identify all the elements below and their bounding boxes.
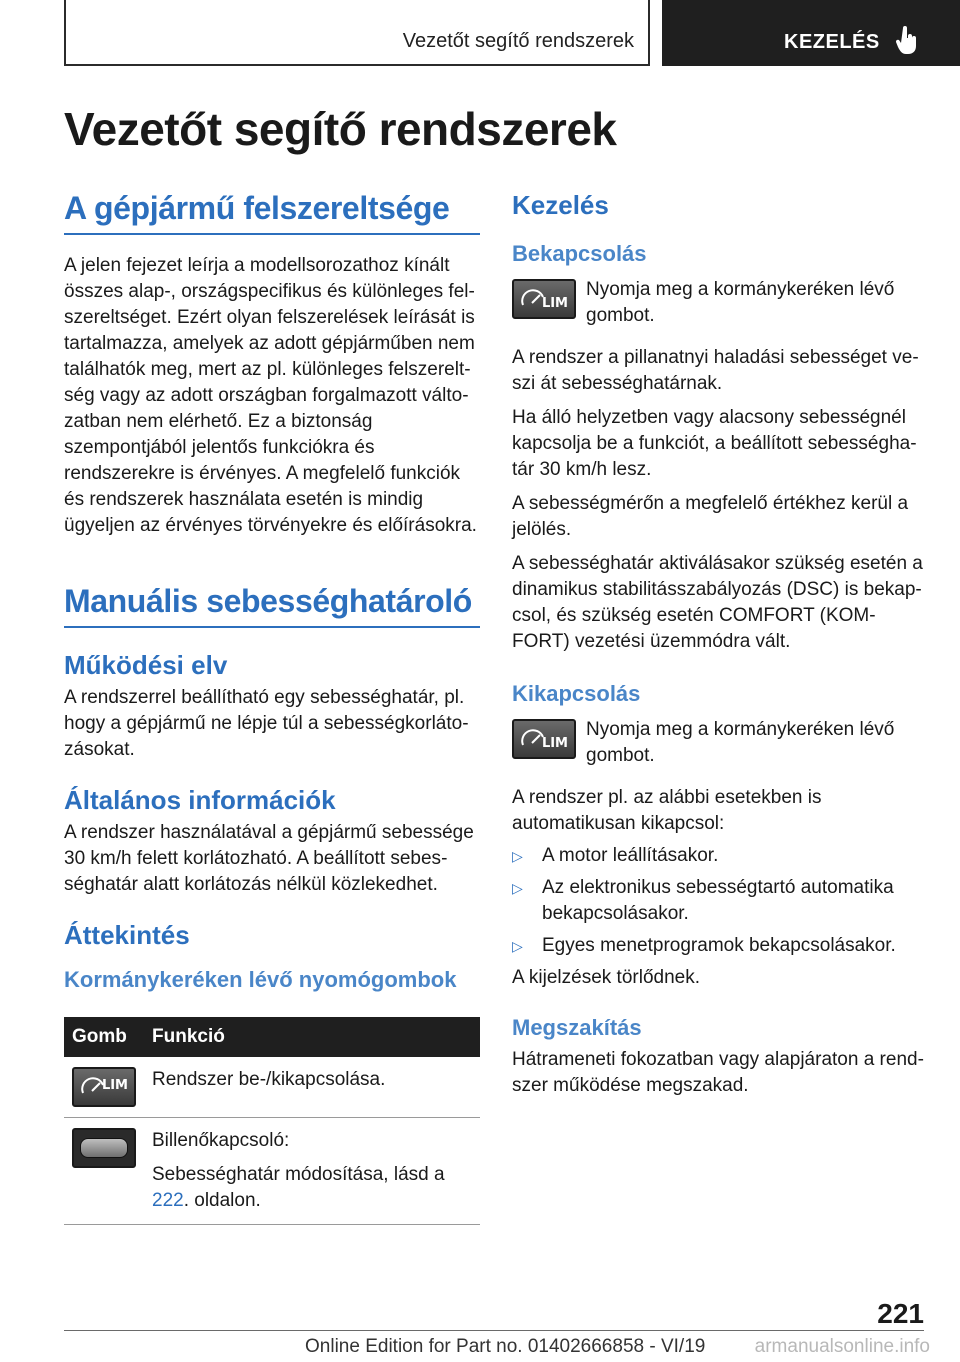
heading-switch-on: Bekapcsolás [512, 241, 647, 266]
right-column [512, 190, 924, 1099]
rocker-switch-icon [72, 1128, 136, 1168]
paragraph-on-3: A sebességmérőn a megfelelő értékhez kerül a jelölés. [512, 493, 909, 540]
speed-limiter-lim-icon: LIM [512, 719, 576, 759]
switch-off-instruction [512, 717, 924, 769]
header-chapter-title: KEZELÉS [784, 31, 880, 53]
heading-principle: Működési elv [64, 650, 228, 680]
speed-limiter-lim-icon: LIM [512, 279, 576, 319]
triangle-bullet-icon: ▷ [512, 938, 523, 954]
paragraph-on-2: Ha álló helyzetben vagy alacsony sebességnél kapcsolja be a funkciót, a beállított sebességhatár 30 km/h lesz. [512, 407, 917, 480]
heading-operation: Kezelés [512, 190, 609, 220]
lim-label: LIM [101, 1078, 128, 1093]
paragraph-press-button-off: Nyomja meg a kormánykeréken lévő gombot. [586, 719, 895, 766]
triangle-bullet-icon: ▷ [512, 848, 523, 864]
footer-edition: Online Edition for Part no. 01402666858 - VI/19 [305, 1336, 706, 1357]
table-cell-function: Rendszer be-/kikapcsolása. [144, 1057, 480, 1118]
column-header-button: Gomb [64, 1017, 144, 1057]
paragraph-on-4: A sebességhatár aktiválásakor szükség esetén a dinamikus stabilitásszabályozás (DSC) is bekapcsol, és szükség esetén COMFORT (KOMFORT) vezetési üzemmódra vált. [512, 553, 923, 652]
paragraph-off-2: A kijelzések törlődnek. [512, 967, 700, 988]
table-cell-rocker-desc: Sebességhatár módosítása, lásd a 222. oldalon. [152, 1164, 445, 1211]
heading-manual-limiter: Manuális sebességhatároló [64, 583, 480, 628]
heading-overview: Áttekintés [64, 920, 190, 950]
footer-divider [64, 1330, 924, 1331]
button-function-table [64, 1017, 480, 1225]
page-link-222[interactable]: 222 [152, 1190, 184, 1211]
list-item: ▷ Az elektronikus sebességtartó automatika bekapcsolásakor. [512, 877, 894, 924]
paragraph-equipment: A jelen fejezet leírja a modellsorozathoz kínált összes alap-, országspecifikus és különleges felszereltséget. Ezért olyan felszerelések leírását is tartalmazza, amelyek az adott gépjárműben nem találhatók meg, mert az pl. különleges felszereltség vagy az adott országban forgalmazott változatban nem elérhető. Ez a biztonság szempontjából jelentős funkciókra és rendszerekre is érvényes. A megfelelő funkciók és rendszerek használata esetén is mindig ügyeljen az érvényes törvényekre és előírásokra. [64, 255, 477, 536]
paragraph-on-1: A rendszer a pillanatnyi haladási sebességet veszi át sebességhatárnak. [512, 347, 919, 394]
page-title: Vezetőt segítő rendszerek [64, 103, 617, 155]
speed-limiter-lim-icon [72, 1067, 136, 1107]
triangle-bullet-icon: ▷ [512, 880, 523, 896]
hand-pointer-icon [896, 26, 920, 56]
heading-switch-off: Kikapcsolás [512, 681, 641, 706]
table-row [64, 1057, 480, 1118]
switch-on-instruction [512, 277, 924, 329]
paragraph-off-1: A rendszer pl. az alábbi esetekben is automatikusan kikapcsol: [512, 787, 822, 834]
heading-steering-buttons: Kormánykeréken lévő nyomógombok [64, 967, 457, 992]
left-column [64, 190, 480, 1225]
heading-general-info: Általános információk [64, 785, 336, 815]
auto-off-list [512, 843, 924, 959]
table-cell-rocker-title: Billenőkapcsoló: [152, 1130, 290, 1151]
heading-equipment: A gépjármű felszereltsége [64, 190, 480, 235]
header-section-box [64, 0, 650, 66]
paragraph-principle: A rendszerrel beállítható egy sebességhatár, pl. hogy a gépjármű ne lépje túl a sebességkorlátozásokat. [64, 687, 469, 760]
page-number: 221 [877, 1298, 924, 1329]
header-section-title: Vezetőt segítő rendszerek [402, 30, 634, 52]
heading-interrupt: Megszakítás [512, 1015, 642, 1040]
list-item: ▷ A motor leállításakor. [512, 843, 924, 869]
paragraph-press-button-on: Nyomja meg a kormánykeréken lévő gombot. [586, 279, 895, 326]
watermark: armanualsonline.info [754, 1336, 930, 1357]
list-item: ▷ Egyes menetprogramok bekapcsolásakor. [512, 933, 924, 959]
column-header-function: Funkció [144, 1017, 480, 1057]
table-row [64, 1118, 480, 1225]
paragraph-interrupt: Hátrameneti fokozatban vagy alapjáraton a rendszer működése megszakad. [512, 1049, 924, 1096]
paragraph-general-info: A rendszer használatával a gépjármű sebessége 30 km/h felett korlátozható. A beállított sebességhatár alatt korlátozás nélkül közlekedhet. [64, 822, 474, 895]
